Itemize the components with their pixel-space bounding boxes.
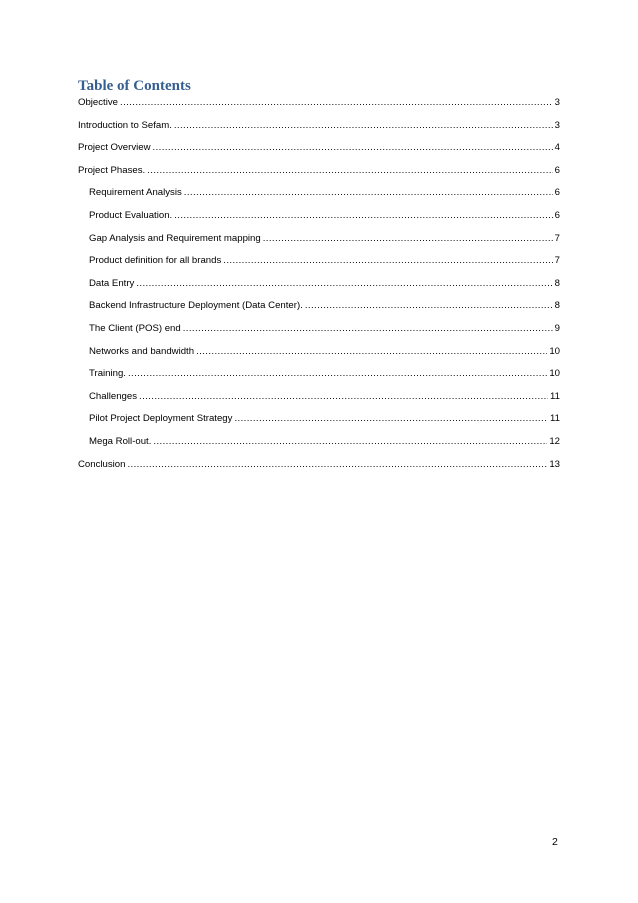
toc-entry-product-definition[interactable] (78, 254, 560, 277)
toc-dot-leader (174, 119, 553, 133)
toc-dot-leader (263, 232, 553, 246)
toc-entry-product-evaluation[interactable] (78, 209, 560, 232)
toc-entry-text: Mega Roll-out. (89, 435, 152, 447)
toc-dot-leader (139, 390, 548, 404)
toc-dot-leader (136, 277, 552, 291)
toc-entry-text: Gap Analysis and Requirement mapping (89, 232, 261, 244)
toc-entry-backend-infrastructure[interactable] (78, 299, 560, 322)
toc-entry-text: Challenges (89, 390, 138, 402)
toc-entry-page: 7 (554, 232, 560, 244)
toc-dot-leader (305, 299, 553, 313)
toc-entry-page: 11 (550, 413, 560, 425)
toc-dot-leader (196, 345, 547, 359)
toc-entry-pilot-deployment[interactable] (78, 412, 560, 435)
toc-entry-training[interactable] (78, 367, 560, 390)
toc-dot-leader (223, 254, 552, 268)
toc-entry-page: 13 (549, 458, 560, 470)
toc-entry-text: Data Entry (89, 277, 135, 289)
toc-dot-leader (120, 96, 553, 110)
toc-entry-page: 4 (554, 142, 560, 154)
toc-entry-text: Introduction to Sefam. (78, 119, 172, 131)
toc-dot-leader (128, 367, 547, 381)
toc-entry-challenges[interactable] (78, 390, 560, 413)
toc-entry-mega-rollout[interactable] (78, 435, 560, 458)
toc-dot-leader (234, 412, 548, 426)
toc-entry-text: The Client (POS) end (89, 322, 181, 334)
toc-entry-text: Conclusion (78, 458, 126, 470)
toc-entry-text: Objective (78, 97, 118, 108)
toc-dot-leader (147, 164, 552, 178)
toc-dot-leader (153, 141, 553, 155)
toc-entry-page: 9 (554, 322, 560, 334)
toc-entry-text: Backend Infrastructure Deployment (Data Center). (89, 300, 303, 312)
toc-entry-page: 8 (554, 300, 560, 312)
toc-entry-text: Requirement Analysis (89, 187, 182, 199)
toc-entry-page: 3 (554, 97, 560, 108)
toc-entry-client-pos-end[interactable] (78, 322, 560, 345)
toc-entry-introduction[interactable] (78, 119, 560, 142)
toc-entry-conclusion[interactable] (78, 458, 560, 481)
toc-entry-text: Product Evaluation. (89, 209, 173, 221)
toc-entry-page: 10 (549, 345, 560, 357)
toc-dot-leader (184, 186, 553, 200)
toc-entry-data-entry[interactable] (78, 277, 560, 300)
toc-dot-leader (153, 435, 547, 449)
toc-entry-text: Networks and bandwidth (89, 345, 195, 357)
toc-list (78, 96, 560, 480)
toc-entry-page: 10 (549, 368, 560, 380)
toc-entry-gap-analysis[interactable] (78, 232, 560, 255)
toc-entry-text: Project Phases. (78, 164, 146, 176)
toc-entry-page: 8 (554, 277, 560, 289)
toc-entry-page: 6 (554, 187, 560, 199)
toc-entry-page: 6 (554, 164, 560, 176)
toc-title: Table of Contents (78, 78, 191, 94)
toc-entry-page: 12 (549, 435, 560, 447)
toc-entry-page: 11 (550, 390, 560, 402)
toc-entry-project-overview[interactable] (78, 141, 560, 164)
toc-entry-networks-bandwidth[interactable] (78, 345, 560, 368)
toc-entry-text: Product definition for all brands (89, 255, 222, 267)
toc-entry-text: Training. (89, 368, 126, 380)
toc-entry-page: 6 (554, 209, 560, 221)
toc-entry-text: Project Overview (78, 142, 151, 154)
toc-entry-objective[interactable] (78, 96, 560, 119)
footer-page-number: 2 (552, 836, 558, 848)
toc-entry-page: 7 (554, 255, 560, 267)
toc-dot-leader (183, 322, 553, 336)
toc-entry-project-phases[interactable] (78, 164, 560, 187)
toc-dot-leader (174, 209, 552, 223)
toc-entry-page: 3 (554, 119, 560, 131)
toc-entry-requirement-analysis[interactable] (78, 186, 560, 209)
toc-dot-leader (127, 458, 547, 472)
toc-entry-text: Pilot Project Deployment Strategy (89, 413, 233, 425)
